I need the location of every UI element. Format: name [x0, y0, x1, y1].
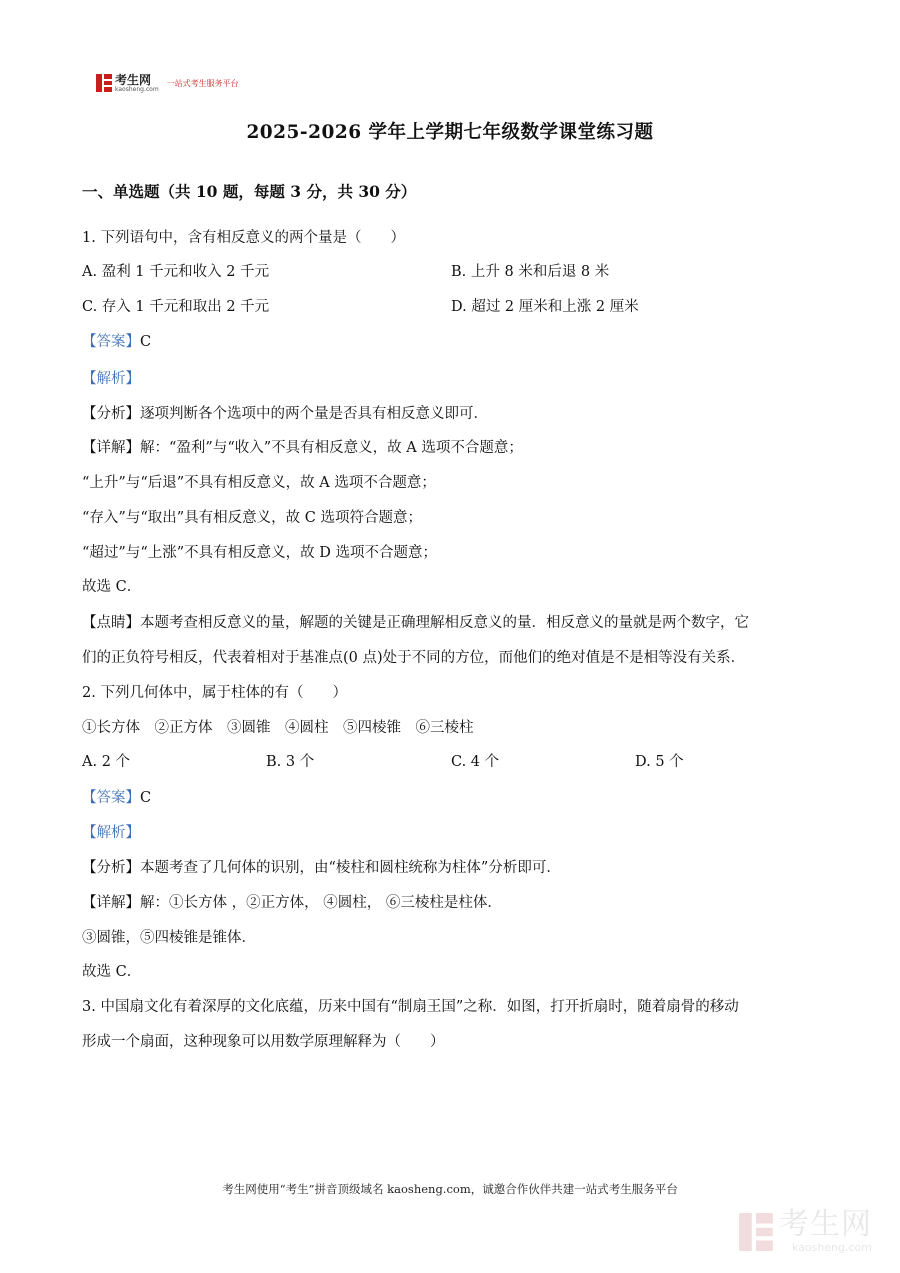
- answer-value: C: [140, 334, 152, 350]
- answer-tag: 【答案】: [82, 334, 140, 350]
- question-1-analysis-line: 们的正负符号相反，代表着相对于基准点(0 点)处于不同的方位，而他们的绝对值是不是相等没有关系．: [82, 650, 746, 666]
- question-2-option-d: D. 5 个: [635, 754, 684, 770]
- question-2-option-b: B. 3 个: [266, 754, 315, 770]
- question-1-analysis-line: 故选 C．: [82, 579, 142, 595]
- question-2-stem: 2. 下列几何体中，属于柱体的有（ ）: [82, 685, 347, 701]
- question-3-stem-line: 形成一个扇面，这种现象可以用数学原理解释为（ ）: [82, 1034, 445, 1050]
- page-title: 2025-2026 学年上学期七年级数学课堂练习题: [246, 122, 654, 143]
- page-footer: 考生网使用“考生”拼音顶级域名 kaosheng.com，诚邀合作伙伴共建一站式考生服务平台: [222, 1182, 678, 1196]
- question-1-analysis-line: 【分析】逐项判断各个选项中的两个量是否具有相反意义即可．: [82, 406, 488, 422]
- logo-slogan: 一站式考生服务平台: [166, 78, 239, 88]
- answer-tag: 【答案】: [82, 790, 140, 806]
- question-2-analysis-line: 故选 C．: [82, 964, 142, 980]
- question-2-option-c: C. 4 个: [451, 754, 500, 770]
- question-1-analysis-line: 【点睛】本题考查相反意义的量，解题的关键是正确理解相反意义的量．相反意义的量就是两个数字，它: [82, 615, 749, 631]
- question-1-analysis-line: 【详解】解：“盈利”与“收入”不具有相反意义，故 A 选项不合题意；: [82, 440, 523, 456]
- question-1-answer: [82, 332, 151, 352]
- question-1-analysis-line: “上升”与“后退”不具有相反意义，故 A 选项不合题意；: [82, 475, 436, 491]
- watermark-mark-icon: [739, 1213, 773, 1251]
- section-title: 一、单选题（共 10 题，每题 3 分，共 30 分）: [82, 182, 417, 201]
- analysis-tag: 【解析】: [82, 371, 140, 387]
- question-1-analysis-line: “超过”与“上涨”不具有相反意义，故 D 选项不合题意；: [82, 545, 437, 561]
- question-1-option-b: B. 上升 8 米和后退 8 米: [451, 264, 610, 280]
- logo-mark-icon: [96, 74, 112, 92]
- question-1-option-c: C. 存入 1 千元和取出 2 千元: [82, 299, 270, 315]
- question-3-stem-line: 3. 中国扇文化有着深厚的文化底蕴，历来中国有“制扇王国”之称．如图，打开折扇时，随着扇骨的移动: [82, 999, 739, 1015]
- question-2-analysis-line: 【分析】本题考查了几何体的识别，由“棱柱和圆柱统称为柱体”分析即可．: [82, 860, 561, 876]
- question-1-option-d: D. 超过 2 厘米和上涨 2 厘米: [451, 299, 639, 315]
- question-2-answer: [82, 788, 151, 808]
- question-2-analysis-line: ③圆锥，⑤四棱锥是锥体．: [82, 930, 256, 946]
- question-2-items: ①长方体 ②正方体 ③圆锥 ④圆柱 ⑤四棱锥 ⑥三棱柱: [82, 720, 474, 736]
- question-2-option-a: A. 2 个: [82, 754, 131, 770]
- watermark-name: 考生网: [779, 1207, 872, 1242]
- question-1-option-a: A. 盈利 1 千元和收入 2 千元: [82, 264, 270, 280]
- logo-name: 考生网: [115, 72, 152, 87]
- analysis-tag: 【解析】: [82, 825, 140, 841]
- watermark-logo: [739, 1207, 872, 1254]
- site-logo: [96, 72, 239, 94]
- question-2-analysis-line: 【详解】解：①长方体 ，②正方体， ④圆柱， ⑥三棱柱是柱体．: [82, 895, 502, 911]
- question-1-stem: 1. 下列语句中，含有相反意义的两个量是（ ）: [82, 230, 405, 246]
- answer-value: C: [140, 790, 152, 806]
- question-1-analysis-line: “存入”与“取出”具有相反意义，故 C 选项符合题意；: [82, 510, 422, 526]
- watermark-domain: kaosheng.com: [791, 1241, 872, 1254]
- logo-domain: kaosheng.com: [115, 85, 159, 93]
